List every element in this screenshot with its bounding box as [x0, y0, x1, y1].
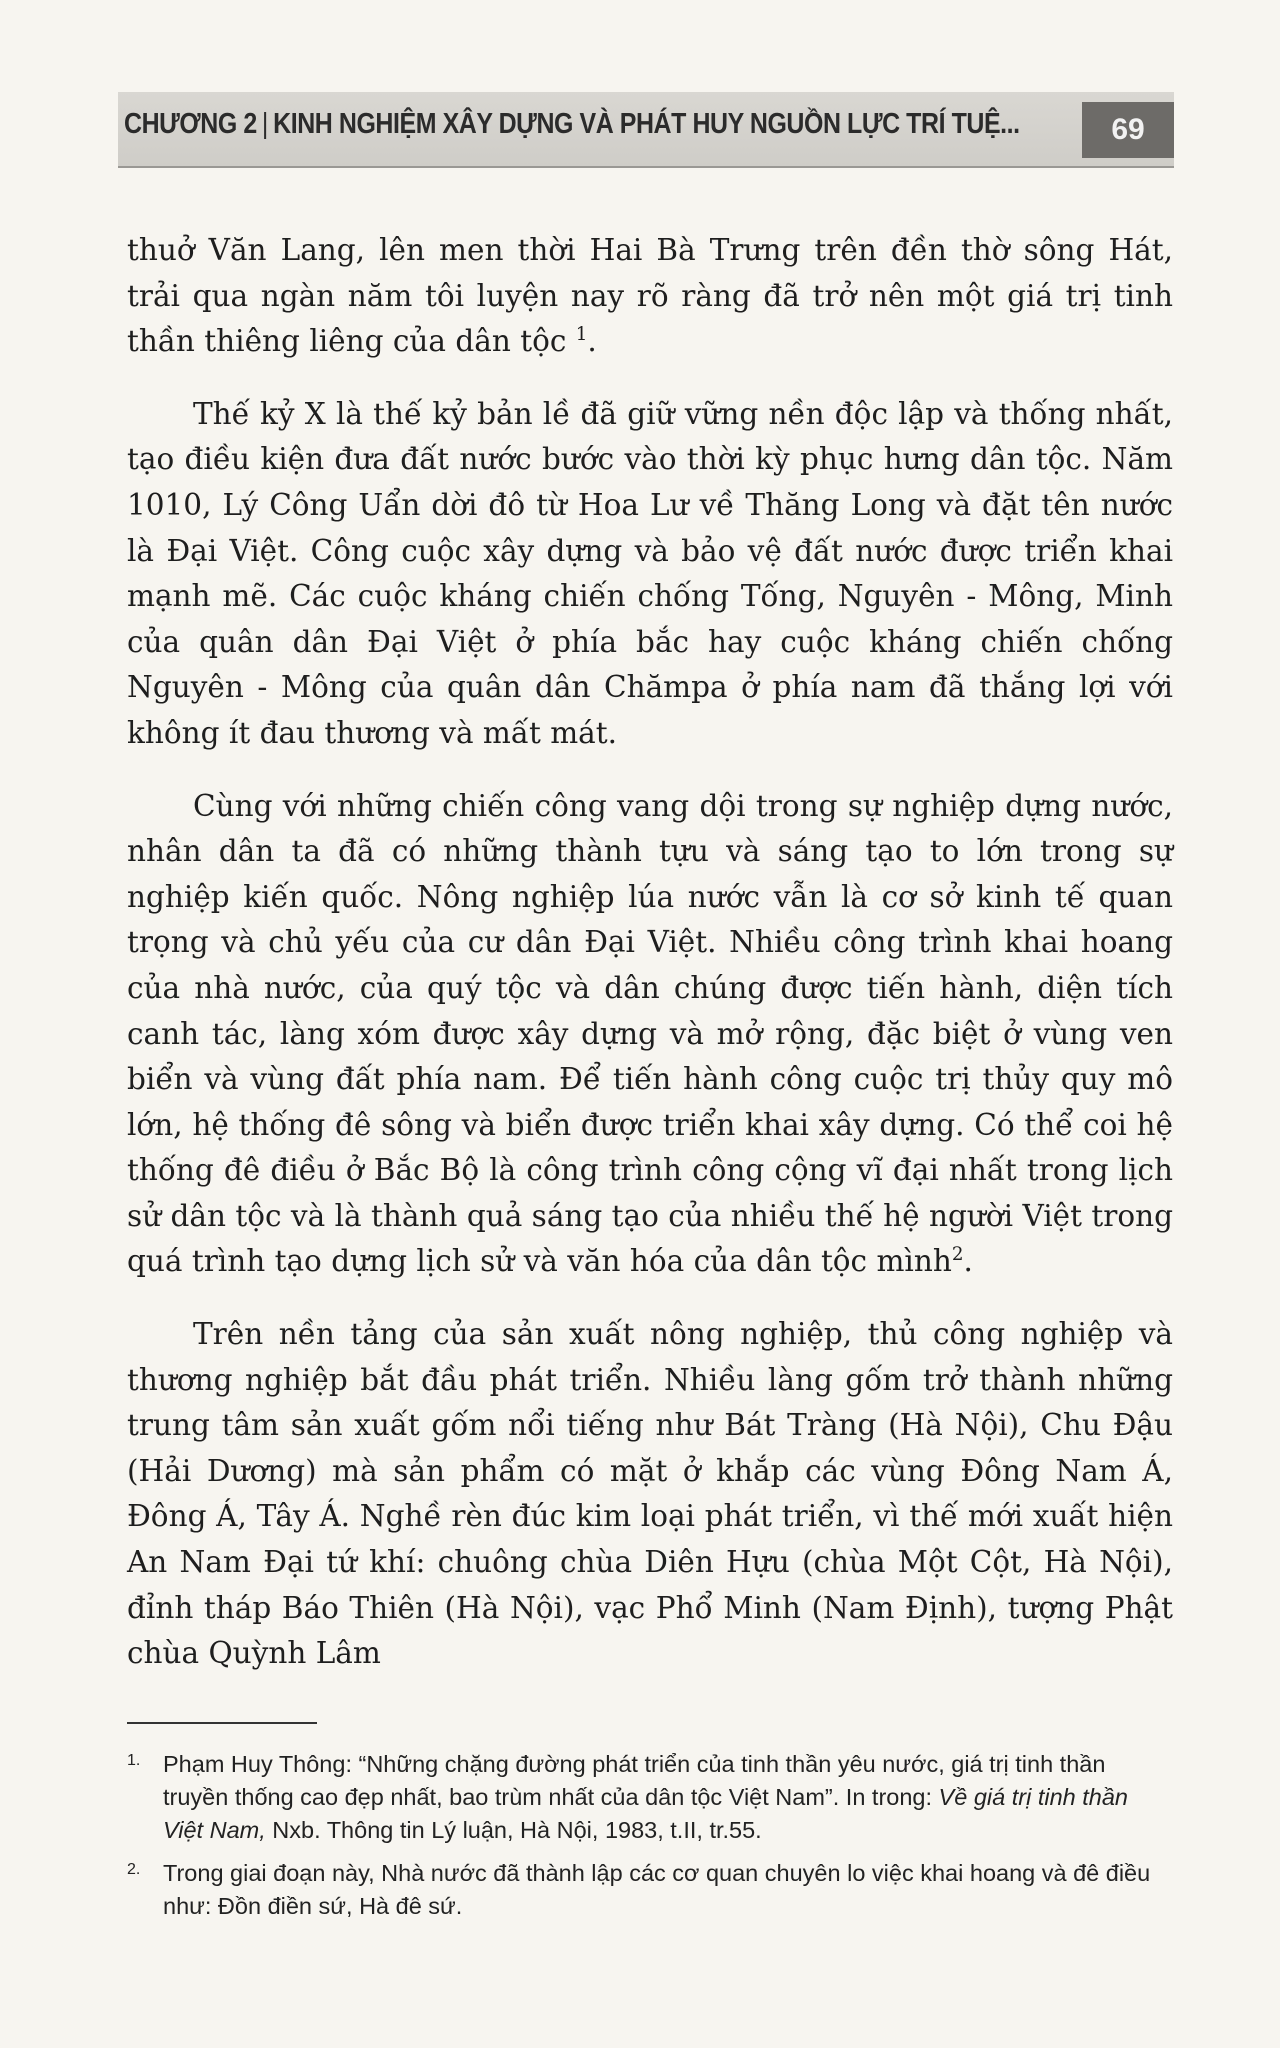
- chapter-title: KINH NGHIỆM XÂY DỰNG VÀ PHÁT HUY NGUỒN LỰC TRÍ TUỆ...: [273, 108, 1020, 140]
- footnote-2: [127, 1857, 1173, 1923]
- running-header: [118, 92, 1174, 168]
- footnote-2-mark: 2.: [127, 1861, 141, 1878]
- paragraph-2-text: Thế kỷ X là thế kỷ bản lề đã giữ vững nền độc lập và thống nhất, tạo điều kiện đưa đất nước bước vào thời kỳ phục hưng dân tộc. Năm 1010, Lý Công Uẩn dời đô từ Hoa Lư về Thăng Long và đặt tên nước là Đại Việt. Công cuộc xây dựng và bảo vệ đất nước được triển khai mạnh mẽ. Các cuộc kháng chiến chống Tống, Nguyên - Mông, Minh của quân dân Đại Việt ở phía bắc hay cuộc kháng chiến chống Nguyên - Mông của quân dân Chămpa ở phía nam đã thắng lợi với không ít đau thương và mất mát.: [127, 396, 1173, 750]
- paragraph-2: [127, 392, 1173, 757]
- paragraph-3-tail: .: [963, 1244, 973, 1279]
- paragraph-3-text: Cùng với những chiến công vang dội trong sự nghiệp dựng nước, nhân dân ta đã có những thành tựu và sáng tạo to lớn trong sự nghiệp kiến quốc. Nông nghiệp lúa nước vẫn là cơ sở kinh tế quan trọng và chủ yếu của cư dân Đại Việt. Nhiều công trình khai hoang của nhà nước, của quý tộc và dân chúng được tiến hành, diện tích canh tác, làng xóm được xây dựng và mở rộng, đặc biệt ở vùng ven biển và vùng đất phía nam. Để tiến hành công cuộc trị thủy quy mô lớn, hệ thống đê sông và biển được triển khai xây dựng. Có thể coi hệ thống đê điều ở Bắc Bộ là công trình công cộng vĩ đại nhất trong lịch sử dân tộc và là thành quả sáng tạo của nhiều thế hệ người Việt trong quá trình tạo dựng lịch sử và văn hóa của dân tộc mình: [127, 788, 1173, 1279]
- footnote-ref-2: 2: [951, 1244, 964, 1266]
- paragraph-1-tail: .: [587, 324, 597, 359]
- paragraph-4: [127, 1312, 1173, 1677]
- footnote-1: [127, 1748, 1173, 1847]
- header-text: [124, 108, 1020, 141]
- header-separator: |: [261, 108, 268, 140]
- body-text: [127, 228, 1173, 1704]
- footnote-1-text: Phạm Huy Thông: “Những chặng đường phát triển của tinh thần yêu nước, giá trị tinh thần truyền thống cao đẹp nhất, bao trùm nhất của dân tộc Việt Nam”. In trong:: [163, 1751, 1106, 1810]
- footnote-1-tail: Nxb. Thông tin Lý luận, Hà Nội, 1983, t.II, tr.55.: [265, 1817, 762, 1843]
- footnotes: [127, 1748, 1173, 1933]
- footnote-divider: [127, 1722, 317, 1724]
- footnote-2-body: [163, 1857, 1173, 1923]
- paragraph-1: [127, 228, 1173, 365]
- paragraph-1-text: thuở Văn Lang, lên men thời Hai Bà Trưng trên đền thờ sông Hát, trải qua ngàn năm tôi luyện nay rõ ràng đã trở nên một giá trị tinh thần thiêng liêng của dân tộc: [127, 233, 1173, 359]
- footnote-1-title: Về giá trị tinh thần Việt Nam,: [163, 1784, 1128, 1843]
- footnote-ref-1: 1: [575, 324, 588, 346]
- page-number: 69: [1082, 102, 1174, 158]
- footnote-2-text: Trong giai đoạn này, Nhà nước đã thành lập các cơ quan chuyên lo việc khai hoang và đê điều như: Đồn điền sứ, Hà đê sứ.: [163, 1860, 1151, 1919]
- paragraph-3: [127, 784, 1173, 1286]
- paragraph-4-text: Trên nền tảng của sản xuất nông nghiệp, thủ công nghiệp và thương nghiệp bắt đầu phát triển. Nhiều làng gốm trở thành những trung tâm sản xuất gốm nổi tiếng như Bát Tràng (Hà Nội), Chu Đậu (Hải Dương) mà sản phẩm có mặt ở khắp các vùng Đông Nam Á, Đông Á, Tây Á. Nghề rèn đúc kim loại phát triển, vì thế mới xuất hiện An Nam Đại tứ khí: chuông chùa Diên Hựu (chùa Một Cột, Hà Nội), đỉnh tháp Báo Thiên (Hà Nội), vạc Phổ Minh (Nam Định), tượng Phật chùa Quỳnh Lâm: [127, 1317, 1173, 1671]
- footnote-1-body: [163, 1748, 1173, 1847]
- chapter-label: CHƯƠNG 2: [124, 108, 257, 140]
- footnote-1-mark: 1.: [127, 1752, 141, 1769]
